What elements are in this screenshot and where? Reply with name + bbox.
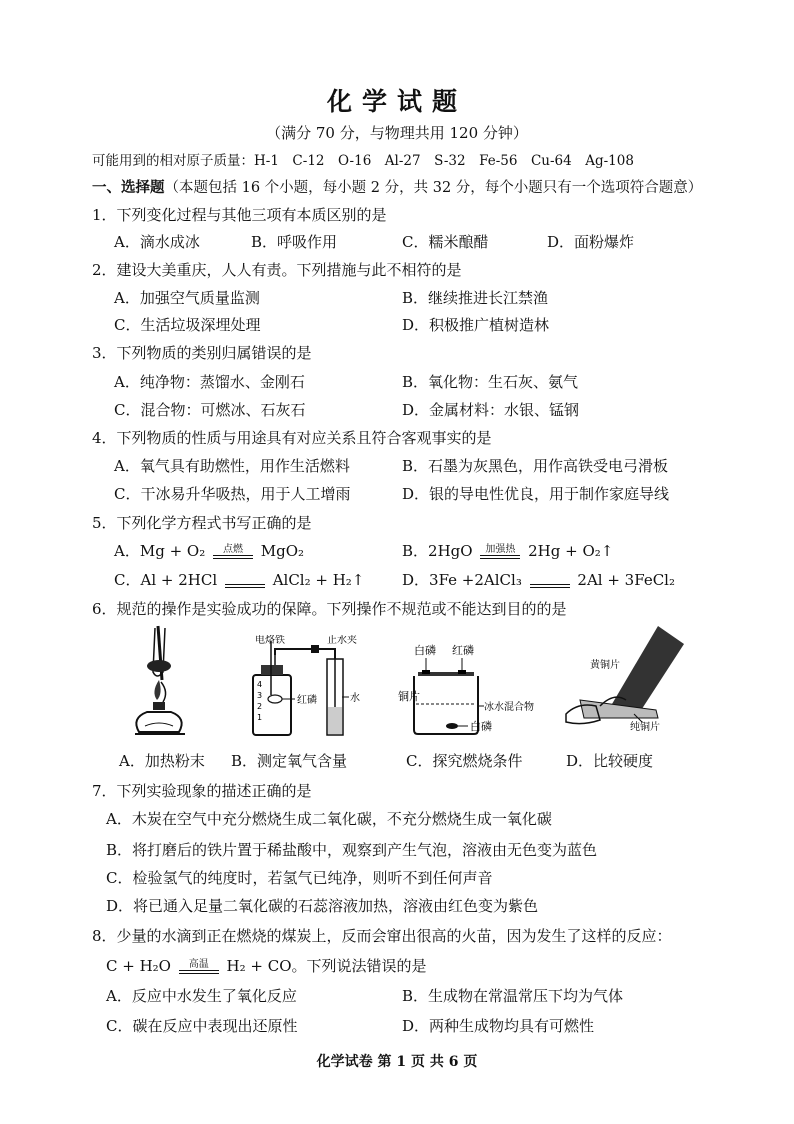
q8-option-d: D．两种生成物均具有可燃性 <box>402 1017 595 1035</box>
q7-option-d: D．将已通入足量二氧化碳的石蕊溶液加热，溶液由红色变为紫色 <box>106 897 539 915</box>
q4-option-c: C．干冰易升华吸热，用于人工增雨 <box>114 485 351 503</box>
label-white-phosphorus-underwater: 白磷 <box>470 720 492 733</box>
q3-option-a: A．纯净物：蒸馏水、金刚石 <box>114 373 305 391</box>
q5-c-reactants: Al + 2HCl <box>140 571 218 589</box>
equation-arrow <box>179 960 219 974</box>
q8-option-a: A．反应中水发生了氧化反应 <box>106 987 297 1005</box>
question-8-stem: 8．少量的水滴到正在燃烧的煤炭上，反而会窜出很高的火苗，因为发生了这样的反应： <box>92 927 672 945</box>
q6-option-d: D．比较硬度 <box>566 752 654 770</box>
q2-option-c: C．生活垃圾深埋处理 <box>114 316 261 334</box>
section-description: （本题包括 16 个小题，每小题 2 分，共 32 分，每个小题只有一个选项符合题意） <box>164 180 703 196</box>
q7-option-c: C．检验氢气的纯度时，若氢气已纯净，则听不到任何声音 <box>106 869 493 887</box>
q5-a-reactants: Mg + O₂ <box>139 542 206 560</box>
figure-hardness-comparison <box>560 622 700 734</box>
question-4-stem: 4．下列物质的性质与用途具有对应关系且符合客观事实的是 <box>92 429 492 447</box>
q3-option-c: C．混合物：可燃冰、石灰石 <box>114 401 306 419</box>
label-electric-iron: 电烙铁 <box>255 635 285 646</box>
q4-option-d: D．银的导电性优良，用于制作家庭导线 <box>402 485 670 503</box>
figure-oxygen-content <box>245 635 385 740</box>
reaction-condition: 点燃 <box>223 544 244 555</box>
label-pure-copper-sheet: 纯铜片 <box>630 722 660 733</box>
question-7-stem: 7．下列实验现象的描述正确的是 <box>92 782 312 800</box>
q2-option-a: A．加强空气质量监测 <box>114 289 260 307</box>
q7-option-a: A．木炭在空气中充分燃烧生成二氧化碳，不充分燃烧生成一氧化碳 <box>106 810 552 828</box>
reaction-condition: 高温 <box>188 959 209 970</box>
question-2-stem: 2．建设大美重庆，人人有责。下列措施与此不相符的是 <box>92 261 462 279</box>
q6-option-a: A．加热粉末 <box>119 752 205 770</box>
q8-option-b: B．生成物在常温常压下均为气体 <box>402 987 624 1005</box>
q5-b-products: 2Hg + O₂↑ <box>528 542 614 560</box>
q5-c-products: AlCl₂ + H₂↑ <box>272 571 365 589</box>
question-6-stem: 6．规范的操作是实验成功的保障。下列操作不规范或不能达到目的的是 <box>92 600 567 618</box>
label-ice-water: 冰水混合物 <box>484 702 534 713</box>
question-5-stem: 5．下列化学方程式书写正确的是 <box>92 514 312 532</box>
page-footer: 化学试卷 第 1 页 共 6 页 <box>316 1054 478 1070</box>
q5-d-reactants: 3Fe +2AlCl₃ <box>429 571 522 589</box>
scale-mark: 1 <box>257 713 263 722</box>
label-red-phosphorus: 红磷 <box>297 695 317 706</box>
q5-b-label: B． <box>402 542 429 560</box>
figure-heating-powder <box>125 622 195 740</box>
q2-option-b: B．继续推进长江禁渔 <box>402 289 549 307</box>
q5-c-label: C． <box>114 571 141 589</box>
q5-option-c <box>114 569 364 590</box>
q6-option-b: B．测定氧气含量 <box>231 752 348 770</box>
q5-a-products: MgO₂ <box>260 542 305 560</box>
q5-option-b <box>402 540 613 561</box>
scale-mark: 2 <box>257 702 263 711</box>
q2-option-d: D．积极推广植树造林 <box>402 316 550 334</box>
q7-option-b: B．将打磨后的铁片置于稀盐酸中，观察到产生气泡，溶液由无色变为蓝色 <box>106 841 598 859</box>
q1-option-c: C．糯米酿醋 <box>402 233 489 251</box>
q4-option-a: A．氧气具有助燃性，用作生活燃料 <box>114 457 350 475</box>
atomic-masses: 可能用到的相对原子质量：H-1 C-12 O-16 Al-27 S-32 Fe-56 Cu-64 Ag-108 <box>92 153 634 169</box>
label-water: 水 <box>350 693 360 704</box>
q3-option-b: B．氧化物：生石灰、氨气 <box>402 373 579 391</box>
exam-subtitle: （满分 70 分，与物理共用 120 分钟） <box>266 124 528 142</box>
q5-b-reactants: 2HgO <box>428 542 473 560</box>
question-1-stem: 1．下列变化过程与其他三项有本质区别的是 <box>92 206 387 224</box>
scale-mark: 4 <box>257 680 263 689</box>
q5-d-label: D． <box>402 571 430 589</box>
q5-option-a <box>114 540 304 561</box>
reaction-condition: 加强热 <box>485 544 516 555</box>
q1-option-d: D．面粉爆炸 <box>547 233 635 251</box>
q8-option-c: C．碳在反应中表现出还原性 <box>106 1017 298 1035</box>
label-clamp: 止水夹 <box>327 635 357 646</box>
equation-arrow <box>530 574 570 588</box>
section-heading <box>92 176 702 197</box>
section-label: 一、选择题 <box>92 180 165 196</box>
scale-mark: 3 <box>257 691 263 700</box>
label-white-phosphorus: 白磷 <box>414 644 436 657</box>
q4-option-b: B．石墨为灰黑色，用作高铁受电弓滑板 <box>402 457 669 475</box>
figure-combustion-conditions <box>396 640 546 740</box>
question-3-stem: 3．下列物质的类别归属错误的是 <box>92 344 312 362</box>
equation-arrow <box>480 545 520 559</box>
page-title: 化学试题 <box>326 87 467 116</box>
q5-d-products: 2Al + 3FeCl₂ <box>577 571 675 589</box>
equation-arrow <box>213 545 253 559</box>
q3-option-d: D．金属材料：水银、锰钢 <box>402 401 580 419</box>
label-red-phosphorus: 红磷 <box>452 644 474 657</box>
q8-equation-tail: 。下列说法错误的是 <box>291 957 427 975</box>
q1-option-b: B．呼吸作用 <box>251 233 338 251</box>
q5-option-d <box>402 569 675 590</box>
q6-option-c: C．探究燃烧条件 <box>406 752 523 770</box>
q5-a-label: A． <box>114 542 140 560</box>
label-copper-sheet: 铜片 <box>398 690 420 703</box>
q1-option-a: A．滴水成冰 <box>114 233 200 251</box>
equation-arrow <box>225 574 265 588</box>
q8-reactants: C + H₂O <box>106 957 171 975</box>
q8-products: H₂ + CO <box>226 957 292 975</box>
label-brass-sheet: 黄铜片 <box>590 660 620 671</box>
q8-equation <box>106 955 427 976</box>
